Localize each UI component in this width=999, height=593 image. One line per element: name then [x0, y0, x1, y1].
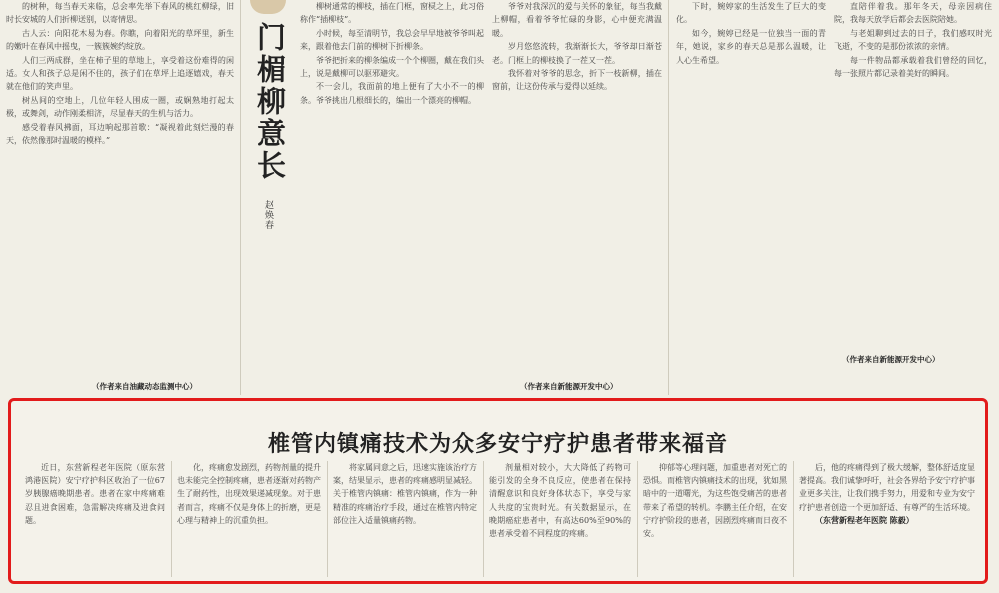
- paragraph: 后，他的疼痛得到了极大缓解，整体舒适度显著提高。我们诚挚呼吁，社会各界给予安宁疗护事业更多关注，让我们携手努力，用爱和专业为安宁疗护患者创造一个更加舒适、有尊严的生活环境。: [799, 463, 975, 512]
- paragraph: 爷爷对我深沉的爱与关怀的象征，每当我戴上柳帽，看着爷爷忙碌的身影，心中便充满温暖。: [492, 2, 662, 38]
- paragraph: 每一件物品都承载着我们曾经的回忆，每一张照片都记录着美好的瞬间。: [834, 55, 992, 79]
- article-column: [177, 461, 321, 579]
- paragraph: 将家属同意之后，迅速实施该治疗方案，结果显示，患者的疼痛感明显减轻。关于椎管内镇痛：椎管内镇痛，作为一种精准的疼痛治疗手段，通过在椎管内特定部位注入适量镇痛药物。: [333, 463, 477, 525]
- paragraph: 人们三两成群，坐在柿子里的草地上，享受着这份难得的闲适。女人和孩子总是闲不住的，孩子们在草坪上追逐嬉戏，春天就在他们的笑声里。: [6, 55, 234, 92]
- article-author: 赵焕春: [263, 200, 273, 230]
- column-divider: [327, 461, 328, 577]
- paragraph: 剂量相对较小，大大降低了药物可能引发的全身不良反应，使患者在保持清醒意识和良好身体状态下，享受与家人共度的宝贵时光。有关数据显示，在晚期癌症患者中，有高达60%至90%的患者承受着不同程度的疼痛。: [489, 463, 631, 539]
- paragraph: 爷爷把折来的柳条编成一个个柳圈，戴在我们头上，说是戴柳可以驱邪避灾。: [300, 55, 484, 79]
- column-divider: [668, 0, 669, 395]
- article-credit: （作者来自新能源开发中心）: [520, 382, 618, 391]
- featured-article: [8, 398, 988, 584]
- paragraph: 小时候，每至清明节，我总会早早地被爷爷叫起来，跟着他去门前的柳树下折柳条。: [300, 28, 484, 52]
- paragraph: 如今，婉婷已经是一位独当一面的青年，她说，家乡的春天总是那么温暖，让人心生希望。: [676, 28, 826, 65]
- article-column-1: [6, 0, 234, 375]
- paragraph: 树丛间的空地上，几位年轻人围成一圈，或娴熟地打起太极，或舞剑，动作刚柔相济，尽显春天的生机与活力。: [6, 95, 234, 119]
- article-column-3: [492, 0, 662, 360]
- article-credit: （作者来自新能源开发中心）: [842, 355, 940, 364]
- paragraph: 与老姐聊到过去的日子，我们感叹时光飞逝，不变的是那份浓浓的亲情。: [834, 28, 992, 52]
- column-divider: [240, 0, 241, 395]
- article-column-5: [834, 0, 992, 345]
- paragraph: 不一会儿，我面前的地上便有了大小不一的柳条。爷爷挑出几根细长的，编出一个漂亮的柳帽。: [300, 82, 484, 105]
- paragraph: 古人云：向阳花木易为春。你瞧，向着阳光的草坪里，新生的嫩叶在春风中摇曳，一簇簇婉约绽放。: [6, 28, 234, 52]
- paragraph: 化，疼痛愈发剧烈，药物剂量的提升也未能完全控制疼痛，患者逐渐对药物产生了耐药性，出现效果递减现象。对于患者而言，疼痛不仅是身体上的折磨，更是心理与精神上的沉重负担。: [177, 463, 321, 525]
- article-column: [799, 461, 975, 579]
- article-column: [333, 461, 477, 579]
- vertical-headline: 门楣柳意长: [253, 22, 287, 182]
- article-credit: （东营新程老年医院 陈毅）: [815, 514, 914, 525]
- article-headline: 椎管内镇痛技术为众多安宁疗护患者带来福音: [267, 432, 728, 457]
- article-column: [643, 461, 787, 579]
- column-divider: [637, 461, 638, 577]
- column-divider: [483, 461, 484, 577]
- column-divider: [793, 461, 794, 577]
- paragraph: 岁月悠悠流转，我渐渐长大，爷爷却日渐苍老。门框上的柳枝换了一茬又一茬。: [492, 42, 662, 65]
- article-column: [489, 461, 631, 579]
- paragraph: 直陪伴着我。那年冬天，母亲因病住院，我每天放学后都会去医院陪她。: [834, 2, 992, 25]
- column-divider: [171, 461, 172, 577]
- section-badge: [250, 0, 286, 14]
- paragraph: 柳树通常的柳枝，插在门框，窗棂之上，此习俗称作“插柳枝”。: [300, 2, 484, 25]
- paragraph: 下时，婉婷家的生活发生了巨大的变化。: [676, 2, 826, 25]
- article-column-2: [300, 0, 484, 375]
- paragraph: 近日，东营新程老年医院（原东营鸿港医院）安宁疗护科区收治了一位67岁胰腺癌晚期患者。患者在家中疼痛难忍且进食困难，急需解决疼痛及进食问题。: [25, 463, 165, 525]
- paragraph: 的树种，每当春天来临，总会率先举下春风的桃红柳绿，旧时长安城的人们折柳送别，以寄情思。: [6, 2, 234, 25]
- article-column-4: [676, 0, 826, 375]
- paragraph: 我怀着对爷爷的思念，折下一枝新柳，插在窗前，让这份传承与爱得以延续。: [492, 69, 662, 92]
- paragraph: 感受着春风拂面，耳边响起那首歌：“凝视着此刻烂漫的春天，依然像那时温暖的模样。”: [6, 122, 234, 146]
- article-column: [25, 461, 165, 579]
- article-credit: （作者来自油藏动态监测中心）: [92, 382, 197, 391]
- paragraph: 抑郁等心理问题，加重患者对死亡的恐惧。而椎管内镇痛技术的出现，犹如黑暗中的一道曙光，为这些饱受痛苦的患者带来了希望的转机。李鹏主任介绍，在安宁疗护阶段的患者，因剧烈疼痛而日夜不安。: [643, 463, 787, 539]
